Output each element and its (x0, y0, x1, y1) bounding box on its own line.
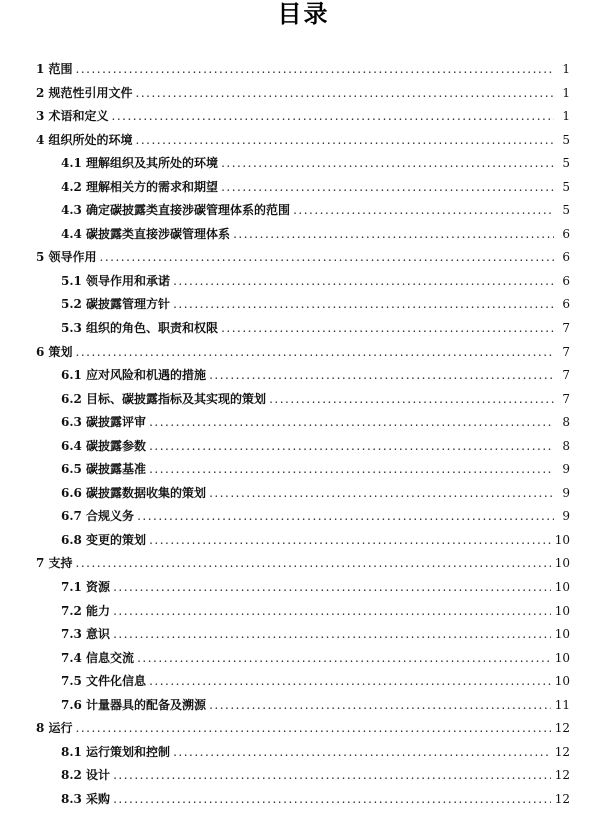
dot-leader (149, 411, 554, 435)
toc-entry-title: 3 术语和定义 (36, 109, 109, 124)
toc-entry[interactable] (36, 435, 570, 459)
toc-entry-title: 6.2 目标、碳披露指标及其实现的策划 (61, 391, 267, 406)
toc-entry-title: 5 领导作用 (36, 250, 97, 265)
toc-entry-page-number: 1 (562, 62, 570, 76)
toc-entry-page-number: 12 (554, 721, 570, 736)
toc-entry-title: 6.4 碳披露参数 (61, 438, 147, 453)
toc-entry[interactable] (36, 388, 570, 412)
toc-entry-title: 4.2 理解相关方的需求和期望 (61, 179, 219, 194)
dot-leader (113, 623, 551, 647)
toc-entry[interactable] (36, 341, 570, 365)
toc-entry-title: 8.3 采购 (61, 791, 111, 806)
toc-entry-title: 8.1 运行策划和控制 (61, 744, 171, 759)
dot-leader (136, 82, 554, 106)
toc-entry-page-number: 7 (562, 391, 570, 406)
dot-leader (149, 670, 551, 694)
toc-entry[interactable] (36, 623, 570, 647)
dot-leader (136, 129, 554, 153)
toc-entry-page-number: 12 (554, 791, 570, 806)
toc-entry[interactable] (36, 694, 570, 718)
dot-leader (293, 199, 554, 223)
dot-leader (221, 152, 554, 176)
toc-entry-page-number: 9 (562, 462, 570, 477)
dot-leader (137, 505, 554, 529)
toc-entry[interactable] (36, 482, 570, 506)
toc-entry-page-number: 8 (562, 438, 570, 453)
toc-entry[interactable] (36, 764, 570, 788)
toc-entry-title: 7.4 信息交流 (61, 650, 135, 665)
toc-entry[interactable] (36, 741, 570, 765)
toc-entry-title: 6.5 碳披露基准 (61, 462, 147, 477)
dot-leader (149, 529, 551, 553)
page-title: 目录 (277, 0, 330, 28)
toc-entry-page-number: 7 (562, 368, 570, 383)
toc-entry-page-number: 5 (562, 179, 570, 194)
toc-entry-page-number: 5 (562, 156, 570, 171)
toc-entry-page-number: 6 (562, 226, 570, 241)
toc-entry-page-number: 6 (562, 273, 570, 288)
toc-entry-page-number: 6 (562, 297, 570, 312)
toc-entry-title: 6.8 变更的策划 (61, 532, 147, 547)
toc-entry[interactable] (36, 105, 570, 129)
toc-entry[interactable] (36, 600, 570, 624)
toc-entry-page-number: 9 (562, 485, 570, 500)
dot-leader (76, 717, 551, 741)
toc-entry[interactable] (36, 505, 570, 529)
toc-entry-page-number: 10 (554, 556, 570, 571)
toc-entry-title: 8.2 设计 (61, 768, 111, 783)
toc-entry-page-number: 12 (554, 768, 570, 783)
toc-entry[interactable] (36, 670, 570, 694)
toc-entry[interactable] (36, 317, 570, 341)
dot-leader (269, 388, 554, 412)
toc-entry-page-number: 9 (562, 509, 570, 524)
toc-entry-page-number: 7 (562, 321, 570, 336)
toc-entry-page-number: 5 (562, 203, 570, 218)
table-of-contents (36, 58, 570, 812)
dot-leader (137, 647, 551, 671)
dot-leader (113, 788, 551, 812)
toc-entry-title: 8 运行 (36, 721, 73, 736)
toc-entry[interactable] (36, 411, 570, 435)
toc-entry-page-number: 11 (554, 697, 570, 712)
toc-entry-page-number: 1 (562, 85, 570, 100)
dot-leader (209, 364, 554, 388)
dot-leader (113, 576, 551, 600)
toc-entry-title: 2 规范性引用文件 (36, 85, 133, 100)
toc-entry-title: 1 范围 (36, 62, 73, 76)
toc-entry[interactable] (36, 552, 570, 576)
dot-leader (113, 600, 551, 624)
toc-entry-page-number: 10 (554, 580, 570, 595)
toc-entry-title: 5.1 领导作用和承诺 (61, 273, 171, 288)
dot-leader (100, 246, 554, 270)
toc-entry[interactable] (36, 529, 570, 553)
toc-entry[interactable] (36, 246, 570, 270)
toc-entry-title: 4.1 理解组织及其所处的环境 (61, 156, 219, 171)
dot-leader (173, 293, 554, 317)
toc-entry[interactable] (36, 364, 570, 388)
toc-entry-title: 5.3 组织的角色、职责和权限 (61, 321, 219, 336)
toc-entry-page-number: 10 (554, 532, 570, 547)
toc-entry-page-number: 8 (562, 415, 570, 430)
toc-entry-page-number: 10 (554, 650, 570, 665)
dot-leader (76, 341, 554, 365)
toc-entry[interactable] (36, 199, 570, 223)
toc-entry[interactable] (36, 717, 570, 741)
toc-entry-page-number: 1 (562, 109, 570, 124)
toc-entry[interactable] (36, 58, 570, 82)
toc-entry[interactable] (36, 223, 570, 247)
dot-leader (76, 552, 551, 576)
dot-leader (221, 317, 554, 341)
toc-entry[interactable] (36, 82, 570, 106)
toc-entry[interactable] (36, 788, 570, 812)
toc-entry-title: 4.4 碳披露类直接涉碳管理体系 (61, 226, 231, 241)
dot-leader (209, 694, 551, 718)
dot-leader (113, 764, 551, 788)
toc-entry-page-number: 10 (554, 603, 570, 618)
toc-entry[interactable] (36, 129, 570, 153)
dot-leader (149, 435, 554, 459)
toc-entry-title: 6.7 合规义务 (61, 509, 135, 524)
dot-leader (221, 176, 554, 200)
toc-entry-title: 7 支持 (36, 556, 73, 571)
dot-leader (173, 741, 551, 765)
toc-entry[interactable] (36, 176, 570, 200)
toc-entry-title: 7.1 资源 (61, 580, 111, 595)
toc-entry-title: 6.6 碳披露数据收集的策划 (61, 485, 207, 500)
toc-entry-title: 6 策划 (36, 344, 73, 359)
toc-entry-title: 6.3 碳披露评审 (61, 415, 147, 430)
toc-entry[interactable] (36, 647, 570, 671)
toc-entry[interactable] (36, 576, 570, 600)
toc-entry-page-number: 10 (554, 627, 570, 642)
toc-entry-page-number: 5 (562, 132, 570, 147)
toc-entry-title: 5.2 碳披露管理方针 (61, 297, 171, 312)
toc-entry[interactable] (36, 270, 570, 294)
toc-entry[interactable] (36, 152, 570, 176)
dot-leader (233, 223, 554, 247)
toc-entry-title: 6.1 应对风险和机遇的措施 (61, 368, 207, 383)
toc-entry[interactable] (36, 293, 570, 317)
toc-entry-title: 4.3 确定碳披露类直接涉碳管理体系的范围 (61, 203, 291, 218)
toc-entry-page-number: 7 (562, 344, 570, 359)
toc-entry-page-number: 10 (554, 674, 570, 689)
dot-leader (173, 270, 554, 294)
toc-entry-title: 7.3 意识 (61, 627, 111, 642)
toc-entry[interactable] (36, 458, 570, 482)
dot-leader (112, 105, 554, 129)
toc-entry-page-number: 12 (554, 744, 570, 759)
toc-entry-title: 7.6 计量器具的配备及溯源 (61, 697, 207, 712)
toc-entry-title: 4 组织所处的环境 (36, 132, 133, 147)
dot-leader (209, 482, 554, 506)
dot-leader (76, 58, 554, 82)
toc-entry-page-number: 6 (562, 250, 570, 265)
dot-leader (149, 458, 554, 482)
toc-entry-title: 7.5 文件化信息 (61, 674, 147, 689)
toc-entry-title: 7.2 能力 (61, 603, 111, 618)
